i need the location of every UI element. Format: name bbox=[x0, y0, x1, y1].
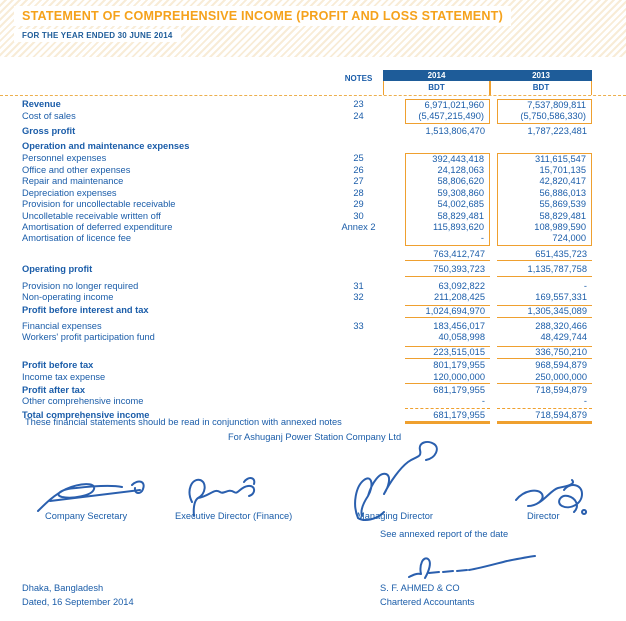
table-row bbox=[22, 396, 626, 408]
value-2013: 651,435,723 bbox=[497, 249, 592, 261]
table-row bbox=[22, 176, 626, 187]
value-2013: 718,594,879 bbox=[497, 410, 592, 424]
column-spacer bbox=[490, 199, 497, 210]
value-2014: 681,179,955 bbox=[433, 384, 485, 395]
row-note: Annex 2 bbox=[341, 222, 376, 233]
currency-label-2014: BDT bbox=[383, 81, 490, 95]
column-spacer bbox=[490, 360, 497, 371]
column-spacer bbox=[490, 321, 497, 332]
value-2013: - bbox=[497, 396, 592, 408]
signature-auditor bbox=[405, 553, 537, 581]
row-label: Financial expenses bbox=[22, 320, 102, 331]
row-note bbox=[330, 264, 387, 276]
place-line: Dhaka, Bangladesh bbox=[22, 583, 104, 593]
value-2014: 58,829,481 bbox=[405, 211, 490, 222]
value-2014: 801,179,955 bbox=[433, 360, 485, 371]
row-label: Depreciation expenses bbox=[22, 187, 117, 198]
value-2014: 40,058,998 bbox=[438, 332, 485, 343]
value-2014: 54,002,685 bbox=[405, 199, 490, 210]
row-note bbox=[330, 141, 387, 152]
column-spacer bbox=[387, 410, 405, 424]
year-label-2014: 2014 bbox=[383, 70, 490, 81]
row-label: Non-operating income bbox=[22, 292, 114, 303]
table-row bbox=[22, 332, 626, 343]
table-row bbox=[22, 264, 626, 276]
value-2014: - bbox=[405, 396, 490, 408]
column-spacer bbox=[387, 141, 405, 152]
page-subtitle: FOR THE YEAR ENDED 30 JUNE 2014 bbox=[14, 29, 181, 42]
value-2013: 336,750,210 bbox=[497, 346, 592, 359]
column-spacer bbox=[387, 249, 405, 261]
row-label: Uncolletable receivable written off bbox=[22, 210, 161, 221]
row-label: Provision no longer required bbox=[22, 280, 139, 291]
table-row bbox=[22, 249, 626, 261]
value-2013: 311,615,547 bbox=[497, 153, 592, 165]
row-note bbox=[330, 126, 387, 137]
column-spacer bbox=[387, 111, 405, 123]
date-line: Dated, 16 September 2014 bbox=[22, 597, 134, 607]
for-company-line: For Ashuganj Power Station Company Ltd bbox=[228, 432, 402, 442]
table-row bbox=[22, 321, 626, 332]
value-2013: 288,320,466 bbox=[535, 320, 587, 331]
row-label: Operating profit bbox=[22, 264, 93, 275]
column-spacer bbox=[490, 233, 497, 245]
column-spacer bbox=[490, 396, 497, 408]
column-spacer bbox=[490, 111, 497, 123]
table-row bbox=[22, 165, 626, 176]
value-2013: 250,000,000 bbox=[497, 372, 592, 384]
column-spacer bbox=[490, 188, 497, 199]
value-2014: 58,806,620 bbox=[405, 176, 490, 187]
column-spacer bbox=[387, 396, 405, 408]
column-spacer bbox=[387, 305, 405, 318]
page-title: STATEMENT OF COMPREHENSIVE INCOME (PROFIT AND LOSS STATEMENT) bbox=[14, 6, 511, 26]
column-spacer bbox=[490, 264, 497, 276]
row-label: Profit before interest and tax bbox=[22, 304, 149, 315]
row-label bbox=[22, 346, 330, 359]
column-spacer bbox=[387, 372, 405, 384]
column-spacer bbox=[387, 321, 405, 332]
value-2013: - bbox=[583, 280, 587, 291]
column-spacer bbox=[387, 222, 405, 233]
column-spacer bbox=[387, 292, 405, 303]
value-2014: 763,412,747 bbox=[405, 249, 490, 261]
column-header-2013 bbox=[490, 70, 592, 95]
table-row bbox=[22, 292, 626, 303]
row-label: Amortisation of licence fee bbox=[22, 233, 132, 244]
value-2014: 6,971,021,960 bbox=[405, 99, 490, 111]
row-note: 27 bbox=[353, 176, 364, 187]
row-label: Cost of sales bbox=[22, 111, 76, 122]
value-2013: 48,429,744 bbox=[540, 332, 587, 343]
table-row bbox=[22, 199, 626, 210]
row-note: 23 bbox=[353, 99, 364, 109]
row-note: 29 bbox=[353, 199, 364, 210]
row-label: Gross profit bbox=[22, 125, 76, 136]
column-spacer bbox=[387, 332, 405, 343]
row-note: 33 bbox=[353, 320, 364, 331]
row-label: Provision for uncollectable receivable bbox=[22, 199, 176, 210]
value-2014: 59,308,860 bbox=[405, 188, 490, 199]
value-2013: 58,829,481 bbox=[497, 211, 592, 222]
row-note bbox=[330, 385, 387, 396]
column-spacer bbox=[490, 126, 497, 137]
table-row bbox=[22, 346, 626, 359]
value-2014: 223,515,015 bbox=[405, 346, 490, 359]
column-spacer bbox=[387, 346, 405, 359]
value-2013: 42,820,417 bbox=[497, 176, 592, 187]
value-2014: 392,443,418 bbox=[405, 153, 490, 165]
value-2014 bbox=[405, 141, 490, 152]
header-divider-dashed-line bbox=[0, 95, 626, 96]
value-2013: 1,135,787,758 bbox=[497, 264, 592, 276]
row-note: 30 bbox=[353, 210, 364, 221]
row-note bbox=[330, 332, 387, 343]
column-spacer bbox=[490, 222, 497, 233]
year-label-2013: 2013 bbox=[490, 70, 592, 81]
table-row bbox=[22, 305, 626, 318]
column-spacer bbox=[490, 165, 497, 176]
row-note: 31 bbox=[353, 280, 364, 291]
value-2013: 56,886,013 bbox=[497, 188, 592, 199]
row-label: Total comprehensive income bbox=[22, 409, 150, 420]
value-2014: 1,024,694,970 bbox=[405, 305, 490, 318]
column-spacer bbox=[490, 410, 497, 424]
table-row bbox=[22, 188, 626, 199]
row-note: 28 bbox=[353, 187, 364, 198]
banner bbox=[0, 0, 626, 57]
row-note: 32 bbox=[353, 292, 364, 303]
table-row bbox=[22, 99, 626, 111]
row-note bbox=[330, 396, 387, 408]
row-label: Profit before tax bbox=[22, 360, 94, 371]
auditor-title: Chartered Accountants bbox=[380, 597, 475, 607]
signature-company-secretary bbox=[36, 477, 166, 513]
column-spacer bbox=[490, 385, 497, 396]
row-note bbox=[330, 233, 387, 245]
row-note bbox=[330, 346, 387, 359]
column-spacer bbox=[490, 153, 497, 165]
row-label: Revenue bbox=[22, 99, 61, 109]
column-spacer bbox=[490, 292, 497, 303]
row-label: Repair and maintenance bbox=[22, 176, 124, 187]
value-2014: 183,456,017 bbox=[433, 320, 485, 331]
column-spacer bbox=[387, 264, 405, 276]
annexed-notes-remark: These financial statements should be read in conjunction with annexed notes bbox=[25, 417, 342, 427]
value-2014: 63,092,822 bbox=[438, 280, 485, 291]
column-spacer bbox=[387, 211, 405, 222]
value-2013: 968,594,879 bbox=[535, 360, 587, 371]
value-2013: 55,869,539 bbox=[497, 199, 592, 210]
value-2013 bbox=[497, 141, 592, 152]
row-label: Operation and maintenance expenses bbox=[22, 141, 190, 152]
column-spacer bbox=[490, 346, 497, 359]
table-row bbox=[22, 281, 626, 292]
notes-column-header: NOTES bbox=[344, 74, 373, 83]
value-2014: 211,208,425 bbox=[433, 292, 485, 303]
table-row bbox=[22, 211, 626, 222]
column-spacer bbox=[387, 281, 405, 292]
column-spacer bbox=[387, 99, 405, 111]
table-row bbox=[22, 233, 626, 245]
row-note: 24 bbox=[353, 111, 364, 122]
income-table-rows bbox=[0, 99, 626, 424]
table-row bbox=[22, 153, 626, 165]
table-row bbox=[22, 126, 626, 137]
column-spacer bbox=[490, 332, 497, 343]
table-row bbox=[22, 222, 626, 233]
value-2014: - bbox=[405, 233, 490, 245]
value-2013: (5,750,586,330) bbox=[497, 111, 592, 123]
column-spacer bbox=[387, 199, 405, 210]
value-2013: 108,989,590 bbox=[497, 222, 592, 233]
value-2013: 7,537,809,811 bbox=[497, 99, 592, 111]
row-label bbox=[22, 249, 330, 261]
column-spacer bbox=[387, 188, 405, 199]
signatory-label-managing-director: Managing Director bbox=[357, 511, 433, 521]
row-note: 26 bbox=[353, 165, 364, 176]
value-2013: 169,557,331 bbox=[535, 292, 587, 303]
signatory-label-executive-director-finance: Executive Director (Finance) bbox=[175, 511, 293, 521]
value-2013: 15,701,135 bbox=[497, 165, 592, 176]
row-note: 25 bbox=[353, 152, 364, 163]
table-row bbox=[22, 141, 626, 152]
column-spacer bbox=[490, 99, 497, 111]
value-2014: 750,393,723 bbox=[405, 264, 490, 276]
row-note bbox=[330, 372, 387, 384]
table-row bbox=[22, 385, 626, 396]
auditor-name: S. F. AHMED & CO bbox=[380, 583, 460, 593]
row-label: Amortisation of deferred expenditure bbox=[22, 222, 173, 233]
column-spacer bbox=[387, 233, 405, 245]
column-spacer bbox=[490, 249, 497, 261]
row-note bbox=[330, 305, 387, 318]
value-2013: 724,000 bbox=[497, 233, 592, 245]
column-spacer bbox=[387, 385, 405, 396]
row-label: Other comprehensive income bbox=[22, 396, 144, 407]
row-label: Income tax expense bbox=[22, 371, 106, 382]
column-header-2014 bbox=[383, 70, 490, 95]
value-2014: 681,179,955 bbox=[405, 410, 490, 424]
column-spacer bbox=[490, 372, 497, 384]
column-spacer bbox=[490, 305, 497, 318]
row-label: Profit after tax bbox=[22, 384, 86, 395]
see-annexed-report-line: See annexed report of the date bbox=[380, 529, 509, 539]
row-label: Office and other expenses bbox=[22, 165, 131, 176]
column-spacer bbox=[490, 176, 497, 187]
value-2013: 1,305,345,089 bbox=[497, 305, 592, 318]
value-2014: 120,000,000 bbox=[405, 372, 490, 384]
column-spacer bbox=[490, 141, 497, 152]
value-2014: (5,457,215,490) bbox=[405, 111, 490, 123]
table-row bbox=[22, 360, 626, 371]
column-spacer bbox=[387, 360, 405, 371]
signatory-label-company-secretary: Company Secretary bbox=[45, 511, 128, 521]
value-2014: 24,128,063 bbox=[405, 165, 490, 176]
value-2013: 718,594,879 bbox=[535, 384, 587, 395]
column-spacer bbox=[490, 211, 497, 222]
column-spacer bbox=[490, 281, 497, 292]
row-note bbox=[330, 249, 387, 261]
row-label: Workers' profit participation fund bbox=[22, 332, 155, 343]
column-spacer bbox=[387, 165, 405, 176]
column-spacer bbox=[387, 153, 405, 165]
signatory-label-director: Director bbox=[527, 511, 560, 521]
table-row bbox=[22, 111, 626, 123]
row-label: Personnel expenses bbox=[22, 152, 107, 163]
value-2014: 1,513,806,470 bbox=[425, 125, 485, 136]
value-2013: 1,787,223,481 bbox=[527, 125, 587, 136]
column-spacer bbox=[387, 126, 405, 137]
column-spacer bbox=[387, 176, 405, 187]
row-note bbox=[330, 360, 387, 371]
value-2014: 115,893,620 bbox=[405, 222, 490, 233]
currency-label-2013: BDT bbox=[490, 81, 592, 95]
table-row bbox=[22, 372, 626, 384]
